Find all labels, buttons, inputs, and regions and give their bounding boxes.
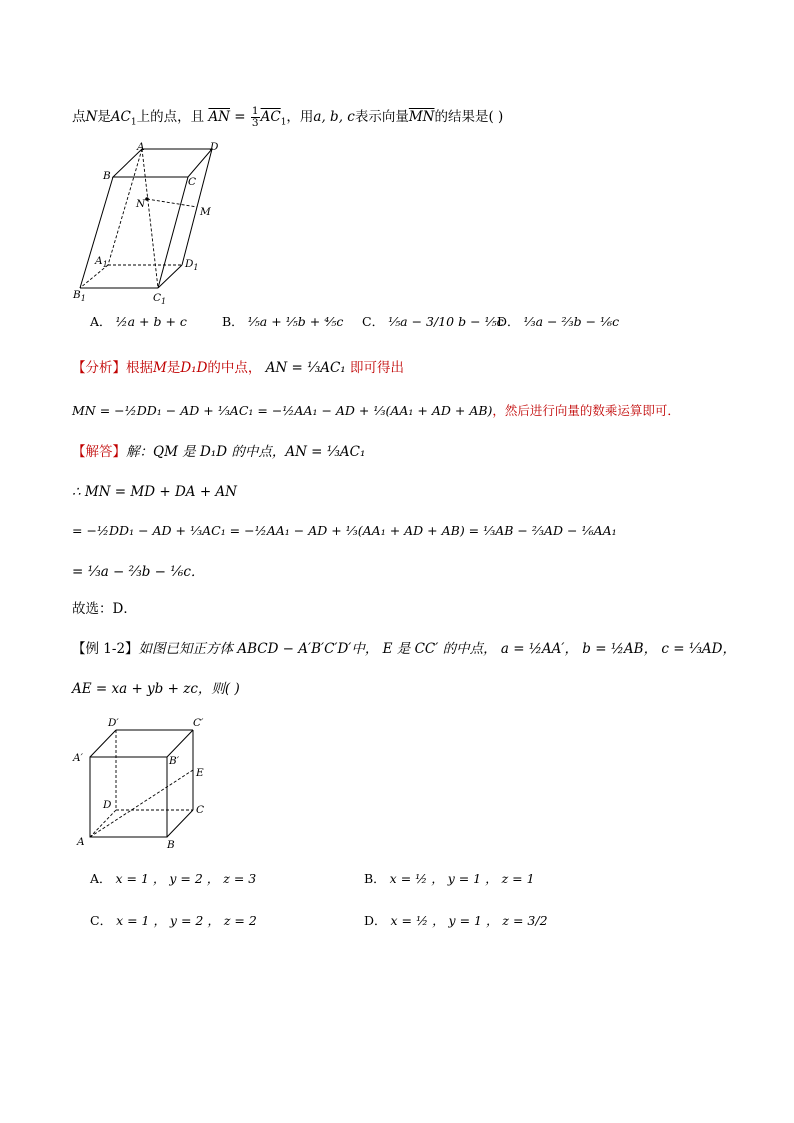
- cube-figure: [70, 712, 220, 852]
- solution-text: = ⅓a − ⅔b − ⅙c．: [72, 564, 205, 580]
- analysis-line-2: [72, 402, 680, 420]
- option-text: ⅓a − ⅔b − ⅙c: [523, 314, 620, 329]
- label-a: A: [77, 836, 85, 848]
- label-d-prime: D′: [108, 717, 119, 729]
- q2-option-a[interactable]: [90, 869, 256, 887]
- stem-text: ，用: [286, 109, 314, 125]
- stem-text: 是: [97, 109, 111, 125]
- analysis-tag: 【分析】: [72, 360, 126, 376]
- option-letter: B．: [222, 314, 244, 329]
- answer-text: 故选：D．: [72, 601, 137, 617]
- vector-ac1: $\overline{AC}$: [260, 109, 281, 125]
- solution-line-2: [72, 483, 237, 501]
- solution-line-4: [72, 563, 204, 581]
- q2-stem-text: AE = xa + yb + zc，则( ): [72, 681, 240, 697]
- vector-an: $\overline{AN}$: [208, 109, 230, 125]
- analysis-text: 即可得出: [350, 360, 405, 376]
- q2-option-c[interactable]: [90, 911, 257, 929]
- analysis-formula: MN = −½DD₁ − AD + ⅓AC₁ = −½AA₁ − AD + ⅓(AA₁ + AD + AB): [72, 403, 493, 418]
- option-text: x = ½ ， y = 1 ， z = 3/2: [390, 913, 548, 928]
- analysis-text: 根据: [126, 360, 153, 376]
- label-c-prime: C′: [193, 717, 204, 729]
- option-text: x = ½ ， y = 1 ， z = 1: [389, 871, 535, 886]
- solution-text: ∴ MN = MD + DA + AN: [72, 484, 237, 500]
- label-c1: $C_1$: [153, 292, 167, 305]
- q1-option-b[interactable]: [222, 312, 343, 330]
- option-letter: A．: [90, 871, 112, 886]
- q1-option-a[interactable]: [90, 312, 187, 330]
- q2-stem-line-1: [72, 640, 736, 658]
- solution-line-3: [72, 522, 617, 540]
- option-text: ⅕a + ⅕b + ⅘c: [247, 314, 344, 329]
- q2-tag: 【例 1-2】: [72, 641, 139, 657]
- label-a1: $A_1$: [95, 255, 108, 269]
- stem-text: 的结果是( ): [434, 109, 504, 125]
- label-d: D: [210, 141, 219, 153]
- analysis-text: 的中点，: [207, 360, 262, 376]
- label-b1: $B_1$: [73, 289, 86, 303]
- option-letter: D．: [364, 913, 387, 928]
- equals-sign: =: [234, 109, 246, 125]
- solution-text: = −½DD₁ − AD + ⅓AC₁ = −½AA₁ − AD + ⅓(AA₁ + AD + AB) = ⅓AB − ⅔AD − ⅙AA₁: [72, 523, 617, 538]
- option-text: x = 1 ， y = 2 ， z = 3: [115, 871, 257, 886]
- analysis-text: ，然后进行向量的数乘运算即可．: [492, 403, 680, 418]
- q2-option-b[interactable]: [364, 869, 535, 887]
- label-a-prime: A′: [73, 752, 83, 764]
- stem-vars-abc: a, b, c: [313, 109, 355, 125]
- frac-num: 1: [251, 105, 259, 117]
- analysis-var-m: M: [153, 360, 167, 376]
- analysis-formula: AN = ⅓AC₁: [265, 360, 346, 376]
- label-b: B: [103, 170, 111, 182]
- label-c: C: [188, 176, 197, 188]
- stem-var-n: N: [85, 109, 98, 125]
- label-n: N: [136, 198, 146, 210]
- stem-text: 表示向量: [354, 109, 409, 125]
- option-text: x = 1 ， y = 2 ， z = 2: [116, 913, 257, 928]
- option-text: ⅕a − 3/10 b − ⅕c: [388, 314, 504, 329]
- analysis-text: 是: [166, 360, 181, 376]
- frac-den: 3: [251, 117, 259, 129]
- label-b: B: [167, 839, 175, 851]
- analysis-var-d1d: D₁D: [180, 360, 208, 376]
- label-b-prime: B′: [169, 755, 180, 767]
- stem-text: 点: [72, 109, 86, 125]
- parallelepiped-figure: [70, 140, 240, 305]
- q2-option-d[interactable]: [364, 911, 548, 929]
- option-letter: D．: [497, 314, 520, 329]
- solution-tag: 【解答】: [72, 444, 126, 460]
- label-e: E: [196, 767, 204, 779]
- option-letter: A．: [90, 314, 112, 329]
- q1-option-d[interactable]: [497, 312, 619, 330]
- analysis-line-1: [72, 359, 404, 377]
- option-letter: C．: [90, 913, 113, 928]
- solution-answer: [72, 600, 137, 618]
- option-text: ½a + b + c: [115, 314, 187, 329]
- q2-stem-text: 如图已知正方体 ABCD − A′B′C′D′中， E 是 CC′ 的中点， a = ½AA′， b = ½AB， c = ⅓AD，: [138, 641, 736, 657]
- stem-var-ac1: AC: [110, 109, 131, 125]
- label-a: A: [137, 141, 145, 153]
- q1-stem: 点N是$AC_1$上的点，且 $\overline{AN}$ = $\frac{1}{3}$ $\overline{AC}_1$，用a, b, c表示向量$\overline{MN}$的结果是( ): [72, 105, 504, 129]
- label-m: M: [200, 206, 211, 218]
- option-letter: C．: [362, 314, 385, 329]
- solution-line-1: [72, 443, 365, 461]
- label-d1: $D_1$: [185, 258, 199, 272]
- label-c: C: [196, 804, 205, 816]
- option-letter: B．: [364, 871, 386, 886]
- fraction-one-third: [251, 106, 260, 129]
- q1-option-c[interactable]: [362, 312, 504, 330]
- stem-text: 上的点，且: [136, 109, 205, 125]
- vector-mn: $\overline{MN}$: [408, 109, 435, 125]
- solution-text: 解：QM 是 D₁D 的中点，AN = ⅓AC₁: [126, 444, 366, 460]
- q2-stem-line-2: [72, 680, 240, 698]
- label-d: D: [103, 799, 112, 811]
